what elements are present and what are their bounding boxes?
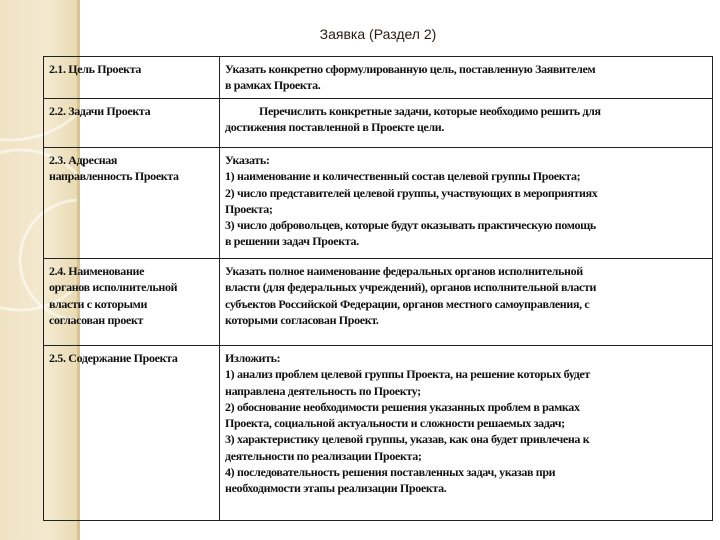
row-label-cell bbox=[44, 57, 220, 99]
label-line: власти с которыми bbox=[49, 296, 148, 311]
slide-title: Заявка (Раздел 2) bbox=[319, 26, 437, 42]
content-line: 2) число представителей целевой группы, участвующих в мероприятиях bbox=[225, 185, 598, 200]
content-line: 4) последовательность решения поставленных задач, указав при bbox=[225, 465, 556, 480]
table-row bbox=[44, 346, 713, 521]
content-line: 1) наименование и количественный состав целевой группы Проекта; bbox=[225, 169, 581, 184]
table-row bbox=[44, 57, 713, 99]
table-row bbox=[44, 99, 713, 148]
content-line: Указать полное наименование федеральных органов исполнительной bbox=[225, 264, 583, 278]
row-label-cell bbox=[44, 99, 220, 148]
label-line: направленность Проекта bbox=[49, 169, 179, 184]
content-line: необходимости этапы реализации Проекта. bbox=[225, 481, 447, 496]
row-content-cell bbox=[220, 259, 713, 346]
content-line: в рамках Проекта. bbox=[225, 78, 321, 93]
content-line: 3) число добровольцев, которые будут оказывать практическую помощь bbox=[225, 218, 596, 233]
content-line: Перечислить конкретные задачи, которые необходимо решить для bbox=[259, 104, 601, 118]
content-line: которыми согласован Проект. bbox=[225, 312, 379, 327]
content-line: 1) анализ проблем целевой группы Проекта, на решение которых будет bbox=[225, 367, 590, 382]
table-row bbox=[44, 259, 713, 346]
content-line: субъектов Российской Федерации, органов местного самоуправления, с bbox=[225, 296, 590, 311]
table-body bbox=[44, 57, 713, 521]
content-line: достижения поставленной в Проекте цели. bbox=[225, 120, 444, 135]
row-content-cell bbox=[220, 148, 713, 259]
label-line: согласован проект bbox=[49, 312, 144, 327]
content-line: власти (для федеральных учреждений), органов исполнительной власти bbox=[225, 280, 597, 295]
table-row bbox=[44, 148, 713, 259]
content-line: в решении задач Проекта. bbox=[225, 234, 359, 249]
content-line: деятельности по реализации Проекта; bbox=[225, 448, 422, 463]
application-table bbox=[43, 56, 713, 521]
label-line: 2.2. Задачи Проекта bbox=[49, 104, 151, 118]
content-line: направлена деятельность по Проекту; bbox=[225, 383, 421, 398]
row-content-cell bbox=[220, 99, 713, 148]
content-line: Указать конкретно сформулированную цель, поставленную Заявителем bbox=[225, 62, 596, 76]
content-line: Проекта, социальной актуальности и сложности решаемых задач; bbox=[225, 416, 565, 431]
content-line: Указать: bbox=[225, 153, 270, 167]
row-label-cell bbox=[44, 148, 220, 259]
content-line: Проекта; bbox=[225, 201, 273, 216]
row-label-cell bbox=[44, 346, 220, 521]
content-line: 3) характеристику целевой группы, указав, как она будет привлечена к bbox=[225, 432, 590, 447]
row-content-cell bbox=[220, 346, 713, 521]
label-line: органов исполнительной bbox=[49, 280, 178, 295]
row-label-cell bbox=[44, 259, 220, 346]
label-line: 2.1. Цель Проекта bbox=[49, 62, 142, 76]
label-line: 2.3. Адресная bbox=[49, 153, 118, 167]
row-content-cell bbox=[220, 57, 713, 99]
label-line: 2.5. Содержание Проекта bbox=[49, 351, 178, 365]
content-line: Изложить: bbox=[225, 351, 281, 365]
label-line: 2.4. Наименование bbox=[49, 264, 145, 278]
content-line: 2) обоснование необходимости решения указанных проблем в рамках bbox=[225, 399, 580, 414]
